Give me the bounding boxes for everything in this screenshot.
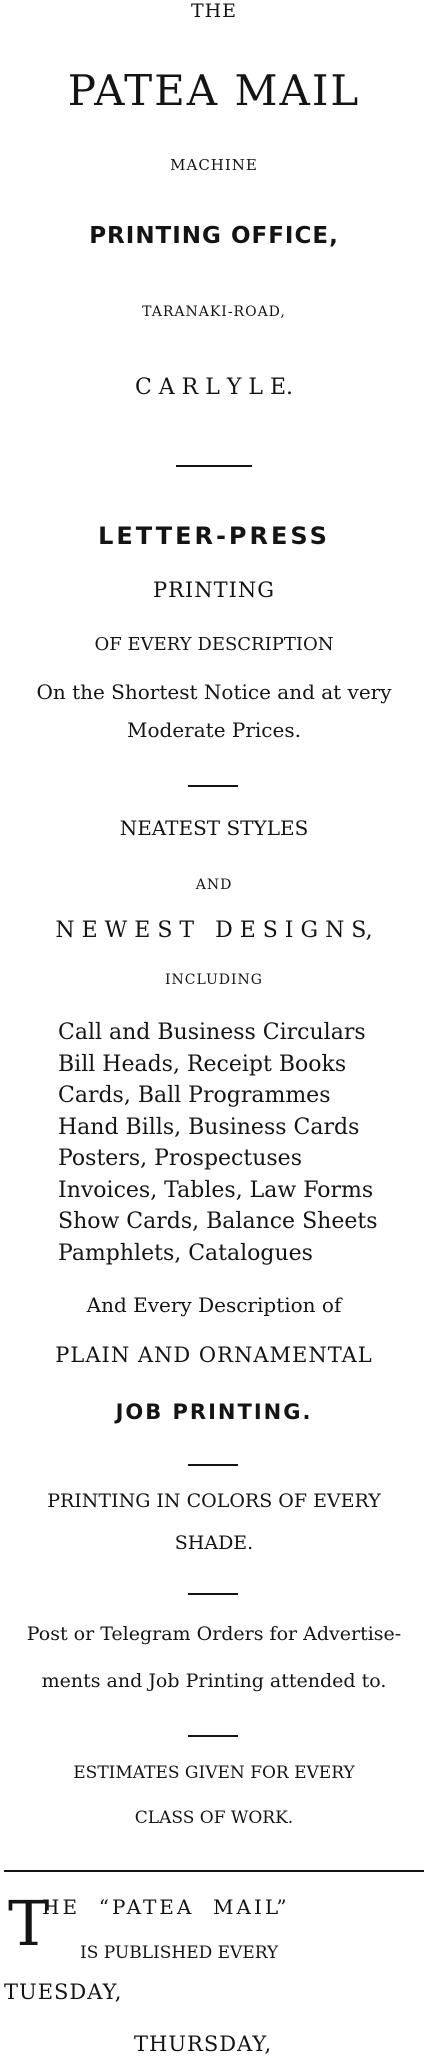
masthead-the: THE	[190, 0, 238, 22]
list-item: Call and Business Circulars	[58, 1020, 366, 1045]
list-item: Invoices, Tables, Law Forms	[58, 1177, 374, 1203]
section-rule	[188, 1735, 238, 1737]
letterpress-every: OF EVERY DESCRIPTION	[94, 634, 334, 655]
list-item: Cards, Ball Programmes	[58, 1083, 331, 1108]
masthead-machine: MACHINE	[170, 156, 258, 174]
letterpress-heading: LETTER-PRESS	[98, 522, 330, 550]
styles-and: AND	[195, 877, 233, 893]
estimates-line-2: CLASS OF WORK.	[134, 1808, 294, 1828]
section-rule	[176, 465, 252, 467]
published-tuesday: TUESDAY,	[4, 1980, 123, 2004]
colors-line-2: SHADE.	[174, 1532, 254, 1554]
masthead-road: TARANAKI-ROAD,	[142, 304, 286, 320]
masthead-title: PATEA MAIL	[67, 66, 361, 115]
column-rule	[4, 1870, 424, 1872]
list-item: Bill Heads, Receipt Books	[58, 1051, 347, 1077]
masthead-town: C A R L Y L E.	[134, 375, 294, 400]
drop-cap-t: T	[8, 1887, 50, 1960]
styles-newest: N E W E S T D E S I G N S,	[55, 918, 373, 943]
published-thursday: THURSDAY,	[134, 2032, 273, 2056]
estimates-line-1: ESTIMATES GIVEN FOR EVERY	[73, 1763, 355, 1783]
orders-line-2: ments and Job Printing attended to.	[41, 1670, 387, 1692]
list-item: Posters, Prospectuses	[58, 1146, 302, 1171]
letterpress-notice-1: On the Shortest Notice and at very	[36, 680, 392, 704]
services-list	[58, 1017, 377, 1269]
published-line-2: IS PUBLISHED EVERY	[80, 1943, 279, 1963]
letterpress-notice-2: Moderate Prices.	[127, 718, 301, 742]
styles-including: INCLUDING	[164, 972, 263, 988]
orders-line-1: Post or Telegram Orders for Advertise-	[26, 1623, 402, 1645]
job-printing: JOB PRINTING.	[115, 1400, 313, 1424]
job-plain-ornamental: PLAIN AND ORNAMENTAL	[55, 1343, 373, 1367]
styles-neatest: NEATEST STYLES	[119, 816, 309, 840]
job-every-description: And Every Description of	[86, 1293, 342, 1317]
section-rule	[188, 1593, 238, 1595]
colors-line-1: PRINTING IN COLORS OF EVERY	[47, 1490, 381, 1512]
list-item: Pamphlets, Catalogues	[58, 1240, 313, 1266]
section-rule	[188, 1464, 238, 1466]
list-item: Show Cards, Balance Sheets	[58, 1209, 378, 1234]
list-item: Hand Bills, Business Cards	[58, 1114, 360, 1140]
section-rule	[188, 785, 238, 787]
published-line-1: HE “PATEA MAIL”	[42, 1895, 290, 1919]
letterpress-printing: PRINTING	[152, 578, 276, 602]
masthead-office: PRINTING OFFICE,	[89, 223, 339, 249]
